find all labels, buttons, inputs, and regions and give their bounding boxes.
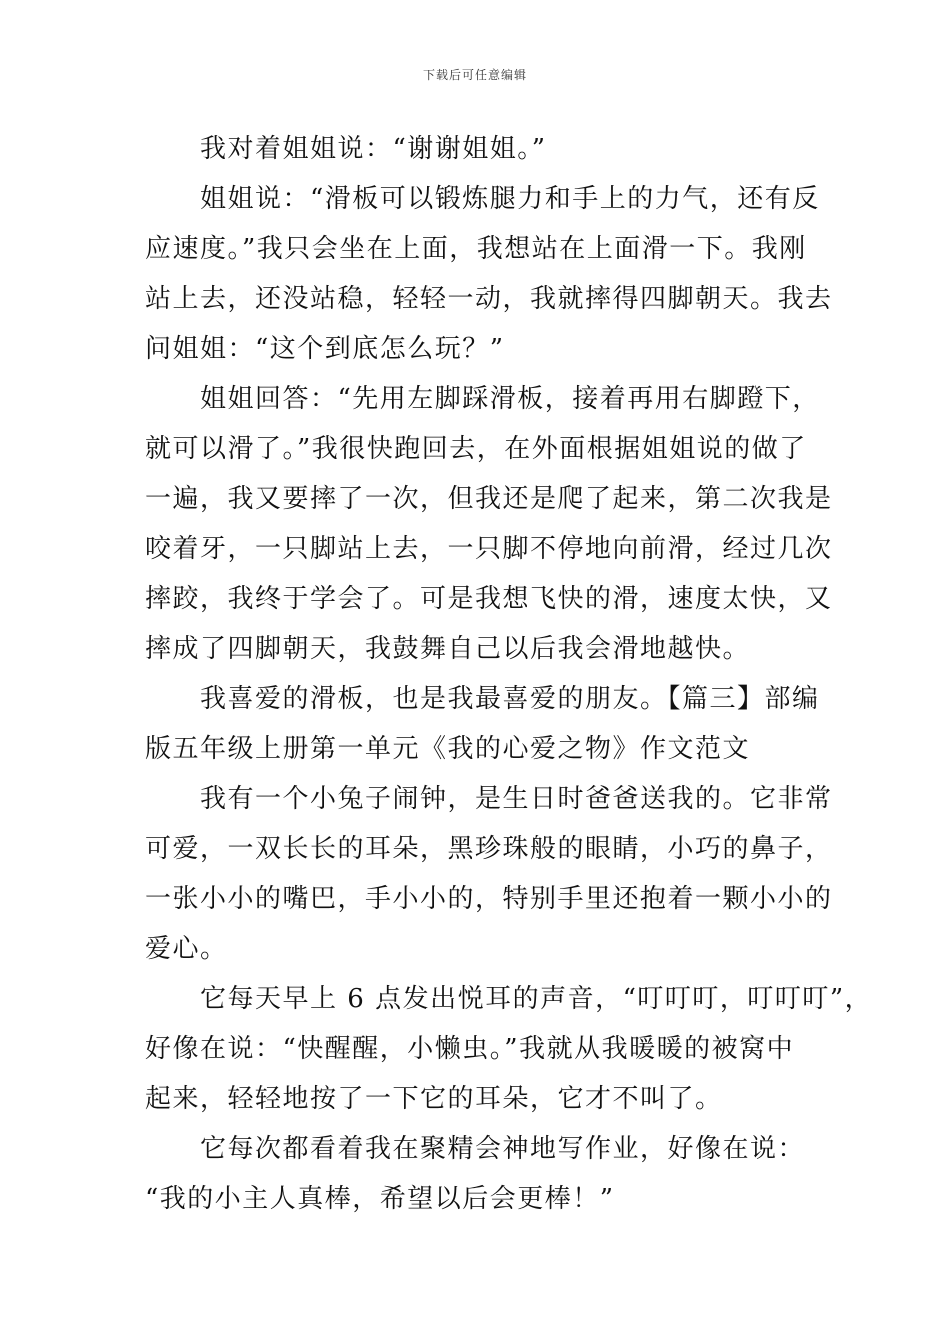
text-line: 爱心。 [145,934,228,964]
text-line: 它每次都看着我在聚精会神地写作业，好像在说： [145,1134,806,1164]
text-line: 一张小小的嘴巴，手小小的，特别手里还抱着一颗小小的 [145,884,833,914]
text-line: 我喜爱的滑板，也是我最喜爱的朋友。【篇三】部编 [145,684,820,714]
text-line: 就可以滑了。”我很快跑回去，在外面根据姐姐说的做了 [145,434,807,464]
text-line: 问姐姐：“这个到底怎么玩？” [145,334,505,364]
text-line: 应速度。”我只会坐在上面，我想站在上面滑一下。我刚 [145,234,807,264]
text-line: 好像在说：“快醒醒，小懒虫。”我就从我暖暖的被窝中 [145,1034,795,1064]
text-line: 它每天早上 6 点发出悦耳的声音，“叮叮叮，叮叮叮”， [145,984,873,1014]
text-line: 姐姐说：“滑板可以锻炼腿力和手上的力气，还有反 [145,184,820,214]
text-line: 摔成了四脚朝天，我鼓舞自己以后我会滑地越快。 [145,634,751,664]
page-header: 下载后可任意编辑 [422,68,527,82]
text-line: “我的小主人真棒，希望以后会更棒！” [145,1184,615,1214]
text-line: 可爱，一双长长的耳朵，黑珍珠般的眼睛，小巧的鼻子， [145,834,833,864]
text-line: 我有一个小兔子闹钟，是生日时爸爸送我的。它非常 [145,784,833,814]
text-line: 我对着姐姐说：“谢谢姐姐。” [145,134,547,164]
text-line: 版五年级上册第一单元《我的心爱之物》作文范文 [145,734,751,764]
text-line: 咬着牙，一只脚站上去，一只脚不停地向前滑，经过几次 [145,534,833,564]
text-line: 姐姐回答：“先用左脚踩滑板，接着再用右脚蹬下， [145,384,820,414]
text-line: 站上去，还没站稳，轻轻一动，我就摔得四脚朝天。我去 [145,284,833,314]
text-line: 起来，轻轻地按了一下它的耳朵，它才不叫了。 [145,1084,723,1114]
text-line: 摔跤，我终于学会了。可是我想飞快的滑，速度太快，又 [145,584,833,614]
text-line: 一遍，我又要摔了一次，但我还是爬了起来，第二次我是 [145,484,833,514]
